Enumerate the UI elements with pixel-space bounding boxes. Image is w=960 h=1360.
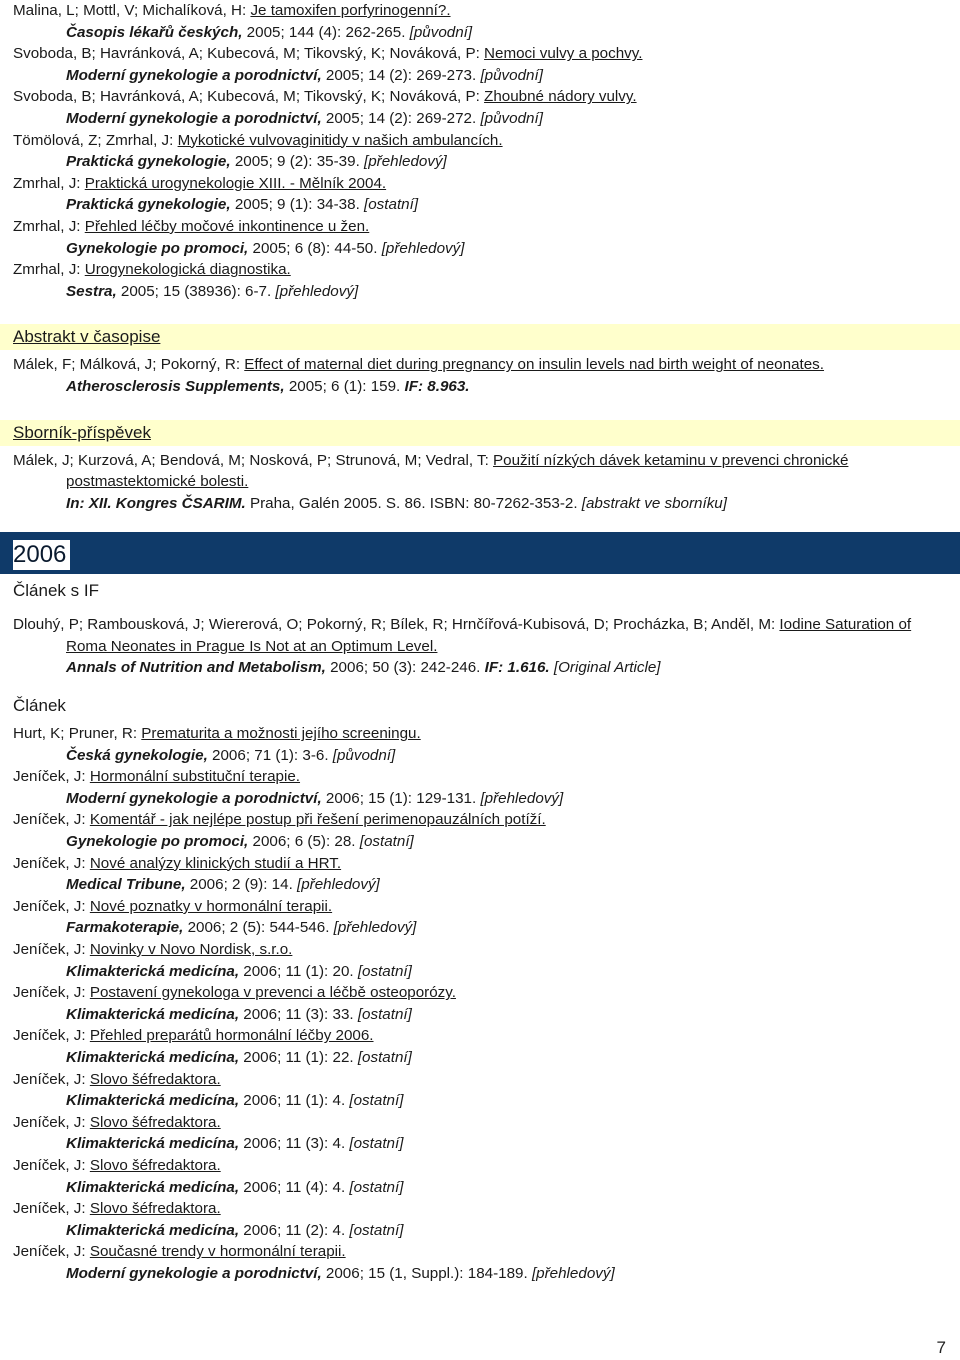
entry-type-tag: [původní] <box>480 109 543 127</box>
entry-type-tag: [původní] <box>409 23 473 41</box>
entry-journal: Klimakterická medicína, <box>66 1221 240 1239</box>
entry-title-link[interactable]: Slovo šéfredaktora. <box>89 1200 221 1218</box>
entry-type-tag: [Original Article] <box>549 659 661 677</box>
entry-journal: Moderní gynekologie a porodnictví, <box>66 1264 322 1282</box>
entry-title-link[interactable]: Přehled léčby močové inkontinence u žen. <box>84 217 370 235</box>
entry-journal: Gynekologie po promoci, <box>66 833 249 851</box>
article-list <box>0 723 960 1284</box>
entry-type-tag: [ostatní] <box>357 1005 412 1023</box>
entry-citation: 2005; 14 (2): 269-272. <box>321 109 481 127</box>
entry-title-link[interactable]: Přehled preparátů hormonální léčby 2006. <box>89 1027 374 1045</box>
entry-title-link[interactable]: Prematurita a možnosti jejího screeningu. <box>141 725 421 743</box>
entry-title-link[interactable]: Současné trendy v hormonální terapii. <box>89 1243 346 1261</box>
entry-title-link[interactable]: Effect of maternal diet during pregnancy on insulin levels nad birth weight of neonates. <box>244 356 825 374</box>
entry-journal: Klimakterická medicína, <box>66 1005 240 1023</box>
entry-title-link[interactable]: Mykotické vulvovaginitidy v našich ambulancích. <box>177 131 503 149</box>
year-label-panel <box>0 532 960 612</box>
entry-title-link[interactable]: Novinky v Novo Nordisk, s.r.o. <box>89 941 293 958</box>
entry-authors: Málek, F; Málková, J; Pokorný, R: <box>13 356 245 374</box>
entry-type-tag: [ostatní] <box>357 1048 412 1066</box>
list-item <box>0 216 960 259</box>
entry-citation: 2005; 14 (2): 269-273. <box>321 66 481 84</box>
entry-journal: Farmakoterapie, <box>66 919 184 937</box>
entry-citation: 2006; 71 (1): 3-6. <box>207 746 333 764</box>
entry-authors: Jeníček, J: <box>13 1243 90 1261</box>
entry-title-link[interactable]: Slovo šéfredaktora. <box>89 1113 221 1131</box>
entry-citation: 2005; 144 (4): 262-265. <box>242 23 410 41</box>
entry-type-tag: [ostatní] <box>349 1135 404 1153</box>
entry-journal: Annals of Nutrition and Metabolism, <box>66 659 326 677</box>
entry-citation: 2006; 11 (1): 20. <box>239 962 358 980</box>
entry-authors: Hurt, K; Pruner, R: <box>13 725 142 743</box>
entry-citation: 2006; 2 (9): 14. <box>185 876 298 894</box>
entry-citation: 2006; 15 (1): 129-131. <box>321 789 481 807</box>
entry-citation: 2006; 11 (4): 4. <box>239 1178 350 1196</box>
entry-journal: Sestra, <box>66 282 117 300</box>
top-entry-list <box>0 0 960 302</box>
entry-authors: Jeníček, J: <box>13 941 90 958</box>
entry-authors: Zmrhal, J: <box>13 217 85 235</box>
list-item <box>0 1069 960 1112</box>
list-item <box>0 809 960 852</box>
list-item <box>0 982 960 1025</box>
entry-type-tag: [abstrakt ve sborníku] <box>581 494 727 512</box>
entry-title-link[interactable]: Hormonální substituční terapie. <box>89 768 301 786</box>
entry-journal: Klimakterická medicína, <box>66 1178 240 1196</box>
entry-authors: Jeníček, J: <box>13 1156 90 1174</box>
list-item <box>0 1198 960 1241</box>
entry-citation: 2005; 6 (8): 44-50. <box>248 239 382 257</box>
entry-authors: Jeníček, J: <box>13 768 90 786</box>
entry-title-link[interactable]: Urogynekologická diagnostika. <box>84 261 291 279</box>
entry-type-tag: [ostatní] <box>364 196 419 214</box>
page-number: 7 <box>936 1338 946 1357</box>
entry-authors: Tömölová, Z; Zmrhal, J: <box>13 131 178 149</box>
entry-title-link[interactable]: Použití nízkých dávek ketaminu v prevenci chronické postmastektomické bolesti. <box>66 451 849 491</box>
entry-title-link[interactable]: Zhoubné nádory vulvy. <box>484 88 637 106</box>
entry-journal: Klimakterická medicína, <box>66 1135 240 1153</box>
entry-type-tag: [přehledový] <box>275 282 359 300</box>
entry-type-tag: [původní] <box>480 66 543 84</box>
entry-citation: 2005; 6 (1): 159. <box>284 377 405 395</box>
section-heading-article-if: Článek s IF <box>13 581 99 601</box>
entry-journal: Moderní gynekologie a porodnictví, <box>66 109 322 127</box>
entry-authors: Svoboda, B; Havránková, A; Kubecová, M; Tikovský, K; Nováková, P: <box>13 45 485 63</box>
entry-title-link[interactable]: Iodine Saturation of Roma Neonates in Prague Is Not at an Optimum Level. <box>66 616 912 655</box>
list-item <box>0 259 960 302</box>
list-item <box>0 614 960 679</box>
entry-authors: Zmrhal, J: <box>13 261 85 279</box>
entry-title-link[interactable]: Slovo šéfredaktora. <box>89 1156 221 1174</box>
list-item <box>0 1241 960 1284</box>
year-label-bg <box>0 532 960 574</box>
list-item <box>0 853 960 896</box>
impact-factor: IF: 8.963. <box>404 377 470 395</box>
entry-title-link[interactable]: Nové poznatky v hormonální terapii. <box>89 897 333 915</box>
entry-type-tag: [ostatní] <box>349 1178 404 1196</box>
entry-journal: Klimakterická medicína, <box>66 962 240 980</box>
entry-authors: Zmrhal, J: <box>13 174 85 192</box>
entry-journal: Moderní gynekologie a porodnictví, <box>66 789 322 807</box>
entry-authors: Jeníček, J: <box>13 1113 90 1131</box>
entry-authors: Jeníček, J: <box>13 1200 90 1218</box>
entry-type-tag: [přehledový] <box>480 789 564 807</box>
list-item <box>0 173 960 216</box>
entry-authors: Jeníček, J: <box>13 1070 90 1088</box>
entry-title-link[interactable]: Nemoci vulvy a pochvy. <box>484 45 643 63</box>
entry-authors: Jeníček, J: <box>13 1027 90 1045</box>
entry-authors: Jeníček, J: <box>13 811 90 829</box>
entry-type-tag: [přehledový] <box>297 876 380 894</box>
entry-title-link[interactable]: Praktická urogynekologie XIII. - Mělník 2004. <box>84 174 387 192</box>
entry-authors: Malina, L; Mottl, V; Michalíková, H: <box>13 2 251 19</box>
entry-authors: Dlouhý, P; Rambousková, J; Wiererová, O; Pokorný, R; Bílek, R; Hrnčířová-Kubisová, D; Procházka, B; Anděl, M: <box>13 616 780 634</box>
entry-authors: Jeníček, J: <box>13 854 90 872</box>
impact-factor: IF: 1.616. <box>484 659 550 677</box>
entry-type-tag: [ostatní] <box>357 962 412 980</box>
list-item <box>0 130 960 173</box>
entry-journal: Praktická gynekologie, <box>66 196 231 214</box>
entry-title-link[interactable]: Nové analýzy klinických studií a HRT. <box>89 854 342 872</box>
entry-journal: Medical Tribune, <box>66 876 186 894</box>
entry-title-link[interactable]: Slovo šéfredaktora. <box>89 1070 221 1088</box>
entry-citation: 2006; 11 (3): 33. <box>239 1005 358 1023</box>
list-item <box>0 450 960 515</box>
list-item <box>0 1025 960 1068</box>
list-item <box>0 939 960 982</box>
entry-type-tag: [ostatní] <box>349 1221 404 1239</box>
entry-type-tag: [ostatní] <box>359 833 414 851</box>
section-heading-article: Článek <box>13 696 66 716</box>
entry-citation: 2006; 11 (3): 4. <box>239 1135 350 1153</box>
entry-type-tag: [přehledový] <box>531 1264 615 1282</box>
entry-citation: 2005; 15 (38936): 6-7. <box>116 282 276 300</box>
list-item <box>0 86 960 129</box>
entry-journal: Klimakterická medicína, <box>66 1048 240 1066</box>
entry-title-link[interactable]: Je tamoxifen porfyrinogenní?. <box>250 2 451 19</box>
entry-type-tag: [přehledový] <box>333 919 417 937</box>
entry-journal: Klimakterická medicína, <box>66 1092 240 1110</box>
entry-proceedings: In: XII. Kongres ČSARIM. <box>66 494 246 512</box>
list-item <box>0 896 960 939</box>
entry-authors: Jeníček, J: <box>13 984 90 1002</box>
entry-journal: Časopis lékařů českých, <box>66 23 243 41</box>
entry-citation: 2006; 50 (3): 242-246. <box>325 659 485 677</box>
entry-citation: 2006; 11 (2): 4. <box>239 1221 350 1239</box>
entry-type-tag: [původní] <box>332 746 396 764</box>
entry-citation: 2006; 2 (5): 544-546. <box>183 919 334 937</box>
list-item <box>0 43 960 86</box>
section-heading-proceedings: Sborník-příspěvek <box>0 420 960 446</box>
year-heading: 2006 <box>13 540 70 570</box>
list-item <box>0 0 960 43</box>
entry-authors: Svoboda, B; Havránková, A; Kubecová, M; Tikovský, K; Nováková, P: <box>13 88 485 106</box>
list-item <box>0 354 960 397</box>
entry-type-tag: [ostatní] <box>349 1092 404 1110</box>
list-item <box>0 1112 960 1155</box>
entry-citation: 2006; 6 (5): 28. <box>248 833 360 851</box>
entry-journal: Atherosclerosis Supplements, <box>66 377 285 395</box>
entry-title-link[interactable]: Komentář - jak nejlépe postup při řešení perimenopauzálních potíží. <box>89 811 546 829</box>
entry-journal: Moderní gynekologie a porodnictví, <box>66 66 322 84</box>
entry-type-tag: [přehledový] <box>364 153 447 171</box>
entry-citation: 2005; 9 (1): 34-38. <box>230 196 365 214</box>
entry-authors: Málek, J; Kurzová, A; Bendová, M; Nosková, P; Strunová, M; Vedral, T: <box>13 451 494 469</box>
entry-journal: Česká gynekologie, <box>66 746 208 764</box>
entry-citation: 2006; 11 (1): 4. <box>239 1092 350 1110</box>
entry-citation: 2006; 11 (1): 22. <box>239 1048 358 1066</box>
entry-citation: Praha, Galén 2005. S. 86. ISBN: 80-7262-353-2. <box>245 494 582 512</box>
list-item <box>0 1155 960 1198</box>
entry-citation: 2006; 15 (1, Suppl.): 184-189. <box>321 1264 532 1282</box>
entry-journal: Praktická gynekologie, <box>66 153 231 171</box>
entry-type-tag: [přehledový] <box>381 239 465 257</box>
entry-authors: Jeníček, J: <box>13 897 90 915</box>
entry-title-link[interactable]: Postavení gynekologa v prevenci a léčbě osteoporózy. <box>89 984 456 1002</box>
section-heading-abstract: Abstrakt v časopise <box>0 324 960 350</box>
list-item <box>0 766 960 809</box>
year-section-2006 <box>0 532 960 612</box>
entry-journal: Gynekologie po promoci, <box>66 239 249 257</box>
list-item <box>0 723 960 766</box>
entry-citation: 2005; 9 (2): 35-39. <box>230 153 365 171</box>
